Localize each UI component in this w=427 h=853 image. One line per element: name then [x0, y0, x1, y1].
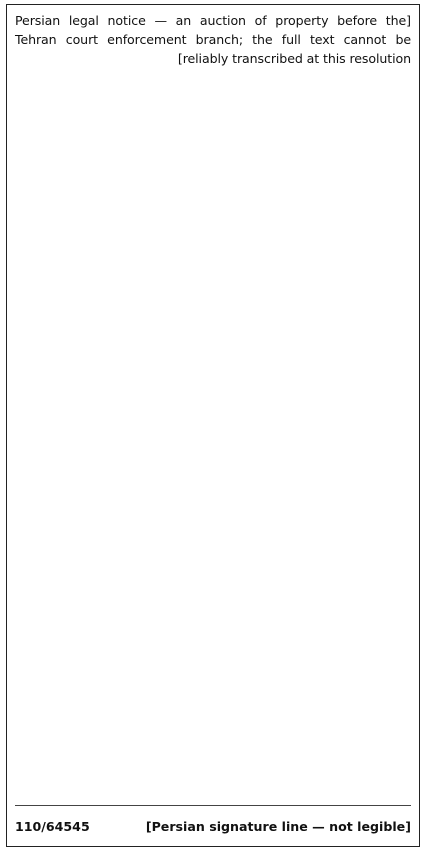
notice-code: 110/64545: [15, 818, 90, 834]
auction-notice: [6, 4, 420, 847]
notice-footer: [15, 813, 411, 839]
footer-signature: [Persian signature line — not legible]: [145, 818, 411, 834]
notice-body-text: [Persian legal notice — an auction of property before the Tehran court enforcement branch; the full text cannot be reliably transcribed at this resolution]: [15, 13, 411, 67]
footer-divider: [15, 805, 411, 806]
